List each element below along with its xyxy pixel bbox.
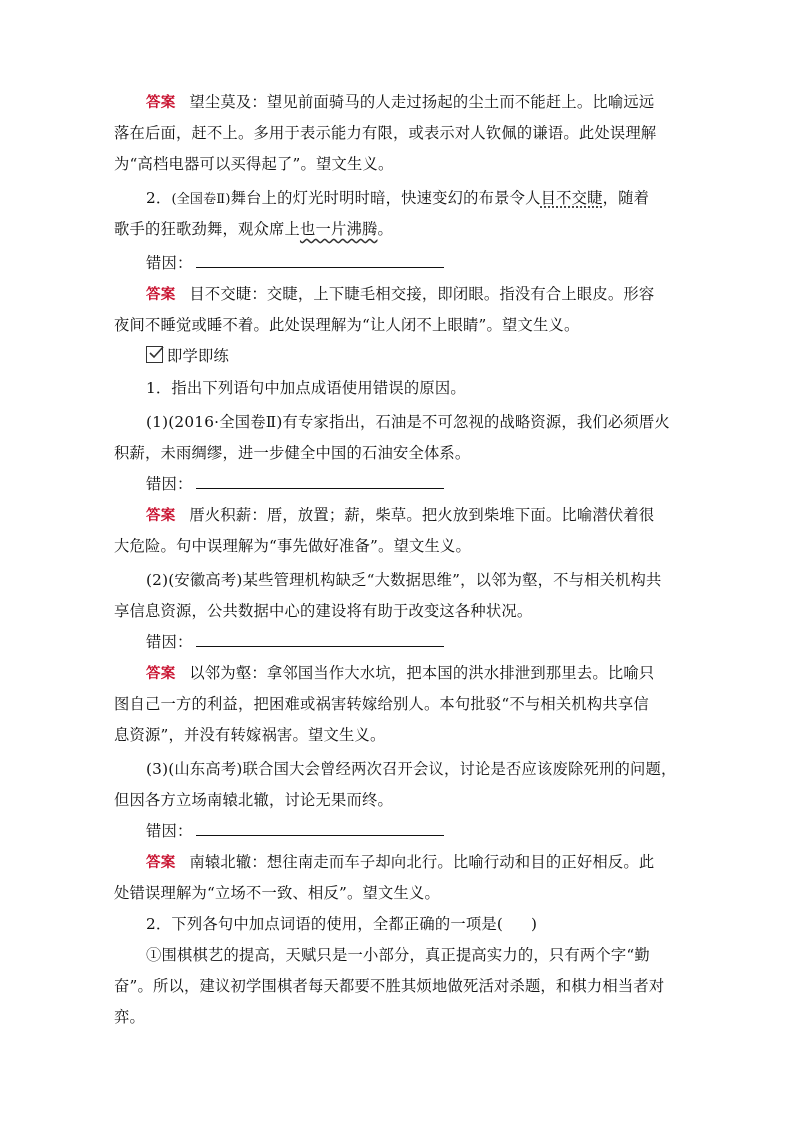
ex1-item-2-line-1: (2)(安徽高考)某些管理机构缺乏“大数据思维”，以邻为壑，不与相关机构共: [146, 571, 662, 589]
question-2-line-1: 2．(全国卷Ⅱ)舞台上的灯光时明时暗，快速变幻的布景令人目不交睫，随着: [146, 189, 650, 207]
ex2-item-1-line-3: 弈。: [114, 1008, 145, 1026]
error-line-ex1-3: 错因：: [146, 821, 444, 841]
ex2-item-1-line-2: 奋”。所以，建议初学围棋者每天都要不胜其烦地做死活对杀题，和棋力相当者对: [114, 977, 665, 995]
marked-idiom: 目不交睫: [540, 189, 603, 207]
ex1-answer-1-line-1: 答案 厝火积薪：厝，放置；薪，柴草。把火放到柴堆下面。比喻潜伏着很: [146, 506, 655, 524]
error-answer-blank[interactable]: [196, 823, 444, 836]
error-answer-blank[interactable]: [196, 476, 444, 489]
error-line-q2: 错因：: [146, 253, 444, 273]
exercise-1-title: 1．指出下列语句中加点成语使用错误的原因。: [146, 379, 466, 397]
ex1-item-3-line-2: 但因各方立场南辕北辙，讨论无果而终。: [114, 791, 393, 809]
ex1-answer-2-line-3: 息资源”，并没有转嫁祸害。望文生义。: [114, 726, 386, 744]
error-line-ex1-1: 错因：: [146, 474, 444, 494]
answer-label: 答案: [146, 287, 176, 303]
section-title-line: [146, 346, 229, 366]
answer-1-line-1: 答案 望尘莫及：望见前面骑马的人走过扬起的尘土而不能赶上。比喻远远: [146, 93, 655, 111]
ex1-answer-3-line-2: 处错误理解为“立场不一致、相反”。望文生义。: [114, 884, 440, 902]
section-title: 即学即练: [167, 347, 229, 365]
ex1-answer-3-line-1: 答案 南辕北辙：想往南走而车子却向北行。比喻行动和目的正好相反。此: [146, 853, 655, 871]
ex1-answer-2-line-2: 图自己一方的利益，把困难或祸害转嫁给别人。本句批驳“不与相关机构共享信: [114, 695, 649, 713]
ex1-item-1-line-2: 积薪，未雨绸缪，进一步健全中国的石油安全体系。: [114, 444, 471, 462]
error-answer-blank[interactable]: [196, 255, 444, 268]
question-2-line-2: 歌手的狂歌劲舞，观众席上也一片沸腾。: [114, 220, 393, 238]
ex1-answer-2-line-1: 答案 以邻为壑：拿邻国当作大水坑，把本国的洪水排泄到那里去。比喻只: [146, 664, 655, 682]
answer-label: 答案: [146, 508, 176, 524]
error-line-ex1-2: 错因：: [146, 632, 444, 652]
ex1-item-2-line-2: 享信息资源，公共数据中心的建设将有助于改变这各种状况。: [114, 602, 533, 620]
answer-1-line-2: 落在后面，赶不上。多用于表示能力有限，或表示对人钦佩的谦语。此处误理解: [114, 124, 657, 142]
answer-label: 答案: [146, 95, 176, 111]
error-answer-blank[interactable]: [196, 634, 444, 647]
checkbox-check-icon: [146, 346, 163, 363]
ex1-item-1-line-1: (1)(2016·全国卷Ⅱ)有专家指出，石油是不可忽视的战略资源，我们必须厝火: [146, 413, 670, 431]
wavy-underlined-phrase: 也一片沸腾: [299, 220, 378, 238]
answer-1-line-3: 为“高档电器可以买得起了”。望文生义。: [114, 155, 394, 173]
ex1-item-3-line-1: (3)(山东高考)联合国大会曾经两次召开会议，讨论是否应该废除死刑的问题，: [146, 760, 677, 778]
exercise-2-title: 2．下列各句中加点词语的使用，全都正确的一项是( ): [146, 915, 538, 933]
answer-label: 答案: [146, 666, 176, 682]
ex2-item-1-line-1: ①围棋棋艺的提高，天赋只是一小部分，真正提高实力的，只有两个字“勤: [146, 946, 650, 964]
ex1-answer-1-line-2: 大危险。句中误理解为“事先做好准备”。望文生义。: [114, 537, 471, 555]
answer-2-line-1: 答案 目不交睫：交睫，上下睫毛相交接，即闭眼。指没有合上眼皮。形容: [146, 285, 655, 303]
answer-2-line-2: 夜间不睡觉或睡不着。此处误理解为“让人闭不上眼睛”。望文生义。: [114, 316, 580, 334]
answer-label: 答案: [146, 855, 176, 871]
